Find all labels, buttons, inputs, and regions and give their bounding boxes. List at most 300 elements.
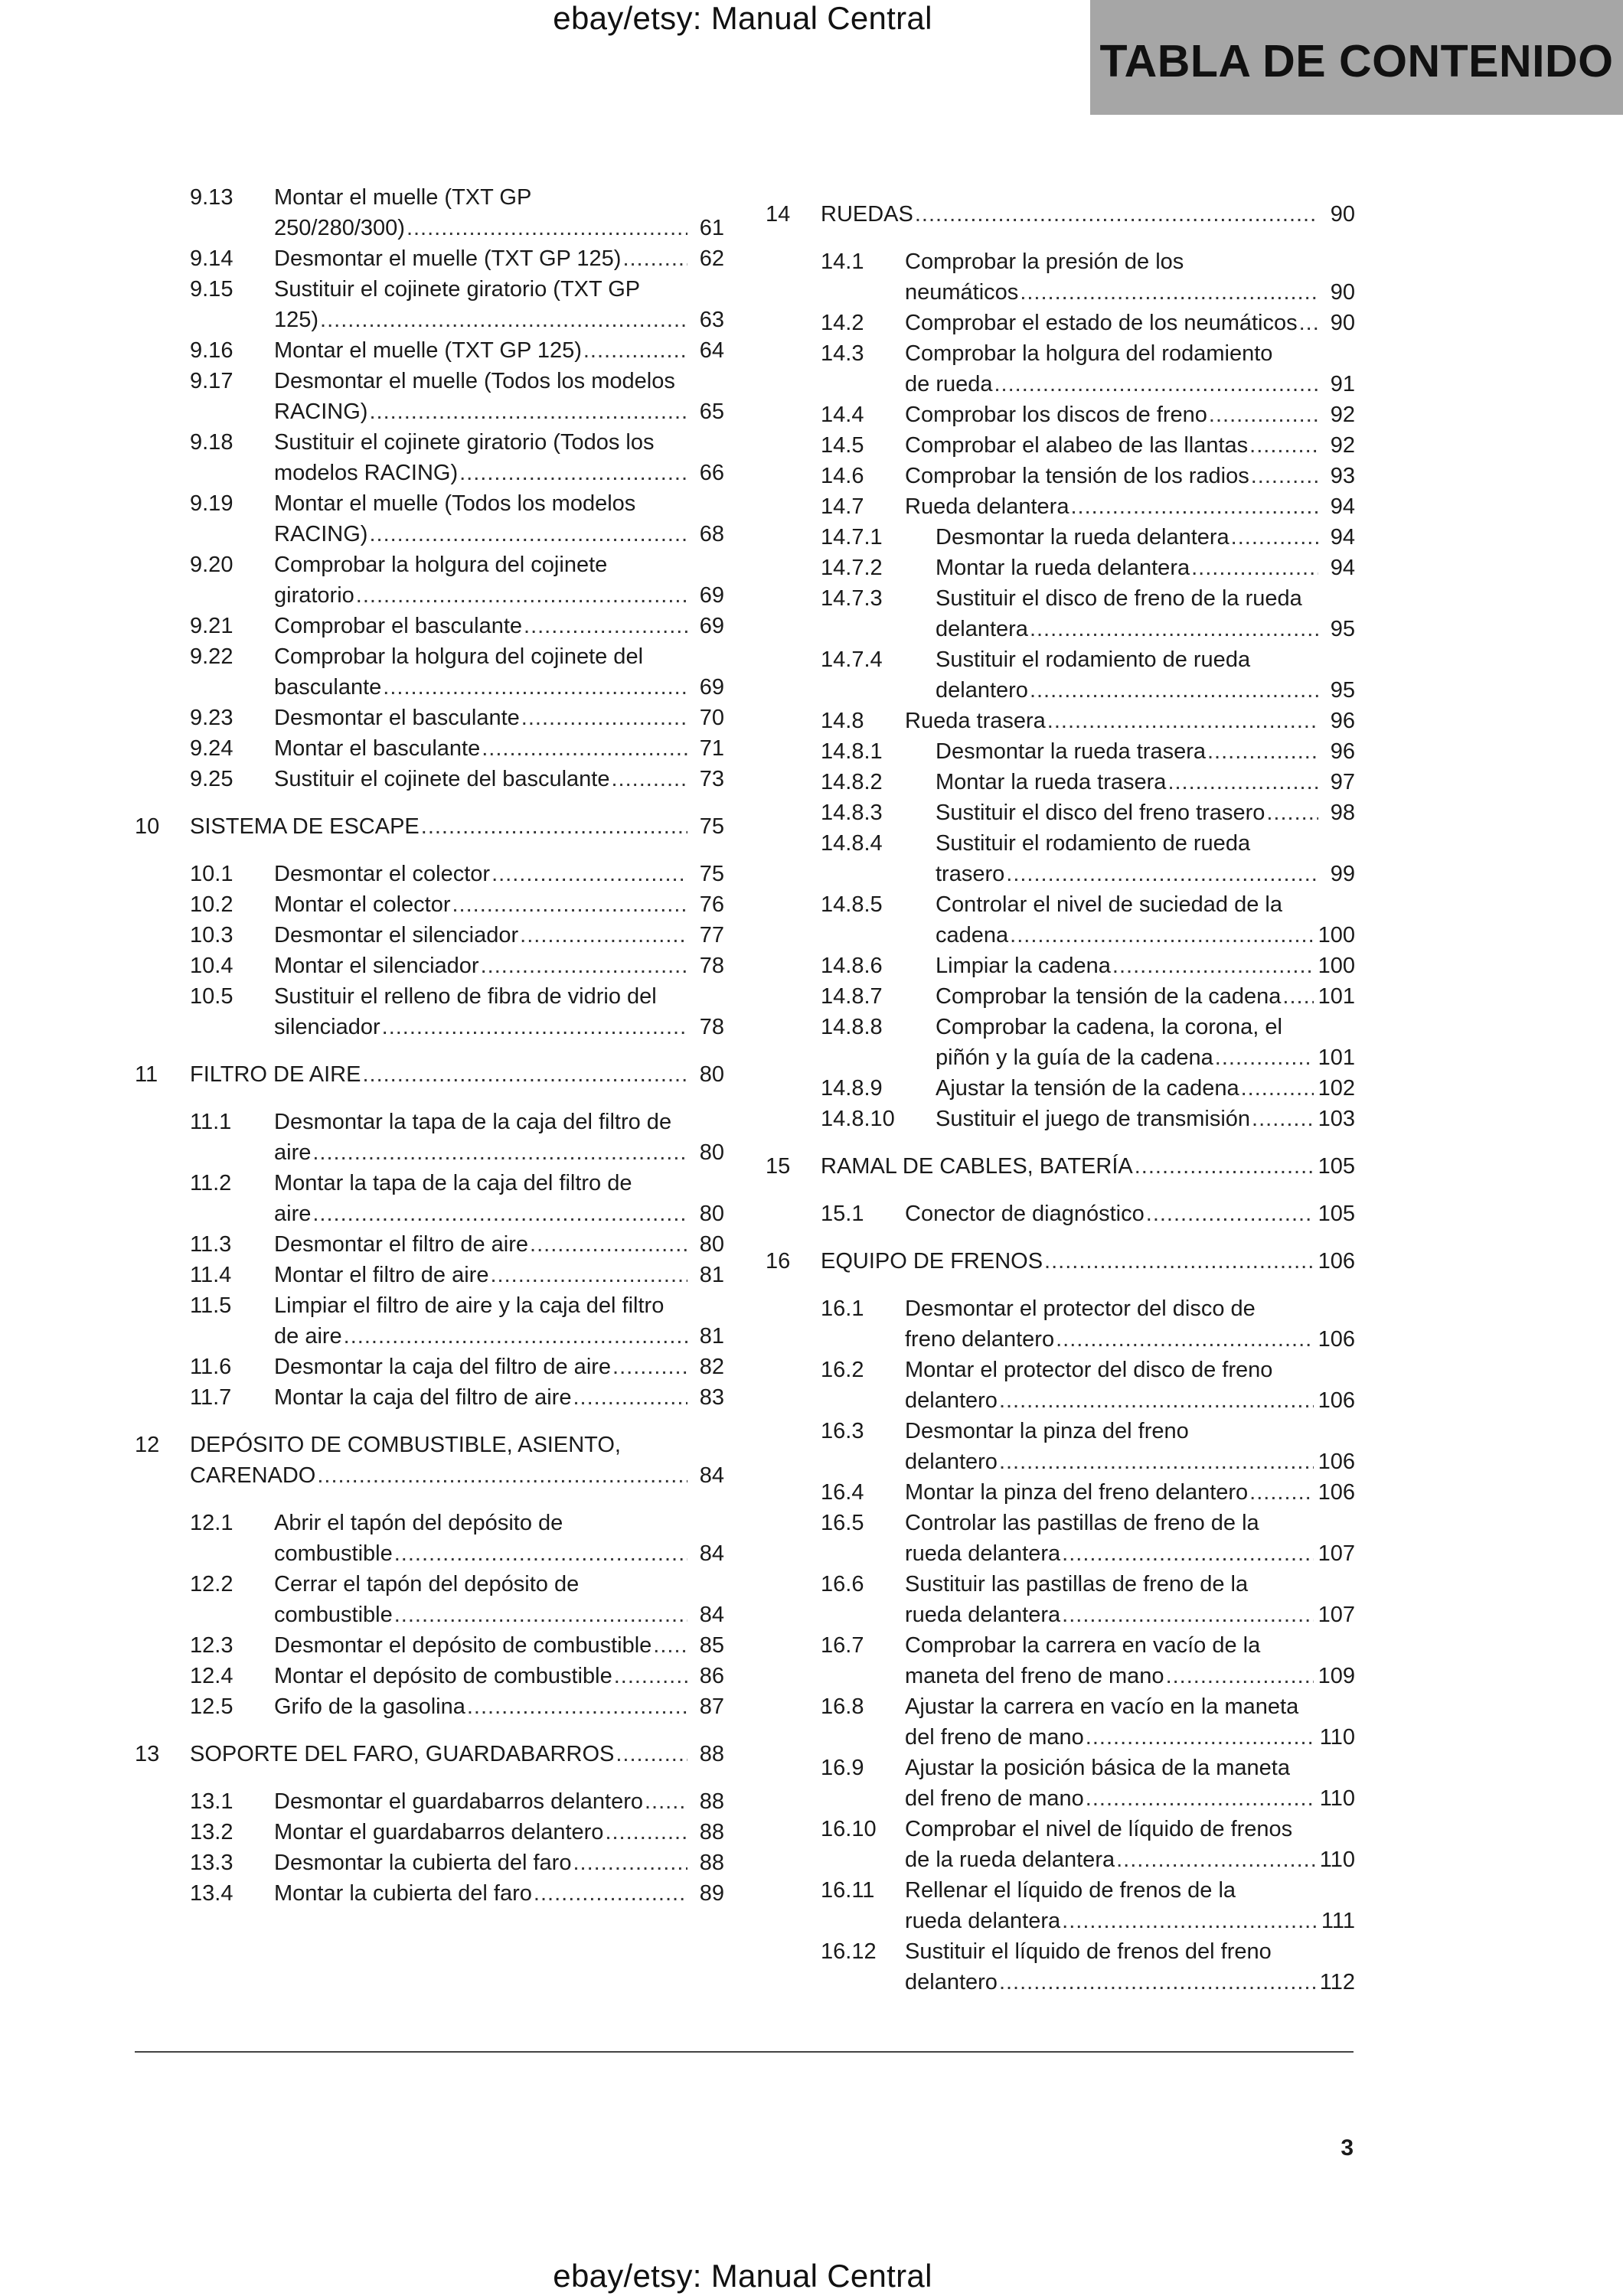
toc-entry-title <box>905 308 1355 338</box>
toc-entry[interactable] <box>135 1168 724 1229</box>
toc-entry-title <box>274 1691 724 1722</box>
toc-entry[interactable] <box>135 611 724 641</box>
toc-entry-title-line1: Sustituir las pastillas de freno de la <box>905 1572 1249 1596</box>
toc-entry-title-line1: Controlar el nivel de suciedad de la <box>936 892 1282 917</box>
toc-entry-title-text: delantero <box>905 1388 998 1413</box>
toc-entry-title-line1: Sustituir el relleno de fibra de vidrio del <box>274 984 657 1009</box>
toc-entry[interactable] <box>135 274 724 335</box>
toc-entry[interactable] <box>766 1936 1355 1998</box>
toc-entry-leader-line <box>274 1382 724 1413</box>
toc-entry-number: 16.2 <box>821 1358 864 1382</box>
dot-leader <box>1167 767 1318 797</box>
toc-entry-title-text: aire <box>274 1140 312 1165</box>
toc-entry[interactable] <box>766 1508 1355 1569</box>
toc-entry[interactable] <box>135 733 724 764</box>
toc-entry-title <box>274 920 724 951</box>
toc-page-number: 101 <box>1318 1045 1355 1070</box>
toc-entry-leader-line <box>821 1246 1355 1277</box>
dot-leader <box>915 199 1318 230</box>
toc-entry-title-text: Desmontar el basculante <box>274 706 520 730</box>
toc-entry[interactable] <box>766 1012 1355 1073</box>
toc-entry-number: 9.19 <box>190 491 233 516</box>
toc-entry[interactable] <box>766 644 1355 706</box>
toc-entry[interactable] <box>766 400 1355 430</box>
toc-entry-title-line1: Comprobar la holgura del rodamiento <box>905 341 1273 366</box>
toc-entry[interactable] <box>135 641 724 703</box>
toc-entry-leader-line <box>936 614 1355 644</box>
toc-entry-number: 16.8 <box>821 1694 864 1719</box>
toc-entry[interactable] <box>135 1229 724 1260</box>
toc-entry-leader-line <box>190 1059 724 1090</box>
toc-entry-title <box>905 491 1355 522</box>
toc-entry-leader-line <box>274 519 724 550</box>
dot-leader <box>605 1817 687 1848</box>
toc-entry[interactable] <box>135 703 724 733</box>
toc-entry-title <box>936 1012 1355 1073</box>
toc-entry-title <box>190 1739 724 1769</box>
toc-page-number: 90 <box>1330 202 1355 227</box>
toc-entry-title-text: del freno de mano <box>905 1786 1084 1811</box>
toc-entry-leader-line <box>821 199 1355 230</box>
toc-entry-leader-line <box>905 277 1355 308</box>
toc-entry-title-line1: Ajustar la posición básica de la maneta <box>905 1756 1290 1780</box>
toc-entry-number: 9.14 <box>190 246 233 271</box>
toc-entry[interactable] <box>766 889 1355 951</box>
toc-chapter[interactable] <box>135 811 724 842</box>
toc-entry-title <box>274 1786 724 1817</box>
toc-entry-number: 16.1 <box>821 1296 864 1321</box>
toc-chapter[interactable] <box>766 1151 1355 1182</box>
toc-entry-leader-line <box>274 1260 724 1290</box>
toc-entry-leader-line <box>274 951 724 981</box>
toc-page-number: 87 <box>699 1694 724 1719</box>
toc-entry-number: 9.18 <box>190 430 233 455</box>
toc-page-number: 94 <box>1330 494 1355 519</box>
toc-entry-leader-line <box>274 733 724 764</box>
toc-page-number: 78 <box>699 954 724 978</box>
toc-entry-title-line1: DEPÓSITO DE COMBUSTIBLE, ASIENTO, <box>190 1433 621 1457</box>
toc-entry-title-text: Rueda trasera <box>905 709 1046 733</box>
toc-entry-number: 11.4 <box>190 1263 232 1287</box>
toc-entry-number: 11.3 <box>190 1232 232 1257</box>
dot-leader <box>1249 430 1318 461</box>
toc-entry-number: 14.8.7 <box>821 984 883 1009</box>
toc-entry-leader-line <box>905 706 1355 736</box>
toc-entry[interactable] <box>766 246 1355 308</box>
toc-page-number: 70 <box>699 706 724 730</box>
toc-entry-leader-line <box>936 736 1355 767</box>
toc-entry-leader-line <box>274 1538 724 1569</box>
toc-entry-title <box>905 1355 1355 1416</box>
toc-entry-leader-line <box>274 1661 724 1691</box>
toc-entry-leader-line <box>274 305 724 335</box>
toc-entry-title-line1: Sustituir el cojinete giratorio (Todos los <box>274 430 655 455</box>
toc-entry[interactable] <box>766 1104 1355 1134</box>
toc-entry-title <box>936 736 1355 767</box>
dot-leader <box>312 1137 687 1168</box>
toc-entry-number: 9.21 <box>190 614 233 638</box>
toc-page-number: 69 <box>699 583 724 608</box>
toc-page-number: 81 <box>699 1263 724 1287</box>
dot-leader <box>530 1229 687 1260</box>
toc-entry-title-text: EQUIPO DE FRENOS <box>821 1249 1043 1274</box>
toc-entry[interactable] <box>135 1848 724 1878</box>
toc-entry[interactable] <box>766 951 1355 981</box>
toc-page-number: 64 <box>699 338 724 363</box>
toc-entry-number: 14.8 <box>821 709 864 733</box>
dot-leader <box>999 1967 1315 1998</box>
toc-page-number: 76 <box>699 892 724 917</box>
toc-entry[interactable] <box>766 1569 1355 1630</box>
toc-entry-title-text: Montar el basculante <box>274 736 481 761</box>
toc-page-number: 102 <box>1318 1076 1355 1101</box>
toc-entry-number: 16.11 <box>821 1878 875 1903</box>
watermark-bottom: ebay/etsy: Manual Central <box>553 2258 932 2294</box>
toc-page-number: 92 <box>1330 433 1355 458</box>
toc-page-number: 100 <box>1318 923 1355 947</box>
toc-entry[interactable] <box>135 1260 724 1290</box>
toc-entry-title <box>905 706 1355 736</box>
dot-leader <box>407 213 687 243</box>
toc-entry-title <box>821 199 1355 230</box>
dot-leader <box>534 1878 687 1909</box>
toc-entry-leader-line <box>274 243 724 274</box>
toc-entry-leader-line <box>274 1199 724 1229</box>
toc-entry[interactable] <box>135 1878 724 1909</box>
toc-entry-title-text: Montar la pinza del freno delantero <box>905 1480 1249 1505</box>
toc-entry-number: 9.17 <box>190 369 233 393</box>
dot-leader <box>421 811 687 842</box>
toc-entry[interactable] <box>135 1107 724 1168</box>
toc-column-right <box>766 182 1355 1998</box>
toc-chapter[interactable] <box>135 1059 724 1090</box>
toc-entry-number: 14.8.9 <box>821 1076 883 1101</box>
toc-entry-title-text: cadena <box>936 923 1009 947</box>
toc-entry-number: 14.5 <box>821 433 864 458</box>
toc-entry-number: 11.6 <box>190 1355 232 1379</box>
toc-entry[interactable] <box>135 1508 724 1569</box>
toc-entry-title <box>274 733 724 764</box>
toc-entry-number: 12.1 <box>190 1511 233 1535</box>
toc-entry-title <box>936 1073 1355 1104</box>
toc-entry-leader-line <box>274 611 724 641</box>
toc-entry-number: 14.7.3 <box>821 586 883 611</box>
toc-entry[interactable] <box>766 1814 1355 1875</box>
dot-leader <box>1062 1538 1313 1569</box>
toc-entry[interactable] <box>135 859 724 889</box>
toc-entry-title <box>905 1569 1355 1630</box>
toc-entry-number: 12.4 <box>190 1664 233 1688</box>
toc-entry-title-text: Sustituir el disco del freno trasero <box>936 801 1265 825</box>
toc-entry-number: 13.2 <box>190 1820 233 1844</box>
dot-leader <box>459 458 687 488</box>
toc-entry[interactable] <box>766 553 1355 583</box>
toc-entry-title <box>936 889 1355 951</box>
toc-entry-leader-line <box>905 1538 1355 1569</box>
toc-page-number: 109 <box>1318 1664 1355 1688</box>
toc-page-number: 80 <box>699 1232 724 1257</box>
dot-leader <box>1010 920 1313 951</box>
toc-entry-title <box>274 764 724 794</box>
toc-entry[interactable] <box>135 1352 724 1382</box>
toc-entry[interactable] <box>135 1290 724 1352</box>
toc-entry-title-text: Montar el colector <box>274 892 451 917</box>
toc-entry-leader-line <box>936 859 1355 889</box>
toc-entry-title-text: SISTEMA DE ESCAPE <box>190 814 420 839</box>
dot-leader <box>1086 1783 1315 1814</box>
toc-entry-number: 9.13 <box>190 185 233 210</box>
dot-leader <box>524 611 687 641</box>
toc-entry-leader-line <box>905 1967 1355 1998</box>
toc-entry-title-text: rueda delantera <box>905 1541 1061 1566</box>
toc-entry[interactable] <box>135 1786 724 1817</box>
toc-entry-number: 14.2 <box>821 311 864 335</box>
toc-entry[interactable] <box>766 981 1355 1012</box>
toc-page-number: 90 <box>1330 311 1355 335</box>
toc-entry-title-text: silenciador <box>274 1015 380 1039</box>
toc-entry[interactable] <box>766 1753 1355 1814</box>
toc-page-number: 84 <box>699 1603 724 1627</box>
toc-entry-leader-line <box>274 1630 724 1661</box>
toc-entry[interactable] <box>766 706 1355 736</box>
page-number: 3 <box>1341 2135 1354 2161</box>
toc-entry[interactable] <box>766 1199 1355 1229</box>
toc-entry-leader-line <box>936 920 1355 951</box>
toc-page-number: 73 <box>699 767 724 791</box>
toc-entry-title-text: Comprobar los discos de freno <box>905 403 1207 427</box>
toc-entry[interactable] <box>135 335 724 366</box>
toc-entry-title <box>274 1661 724 1691</box>
toc-entry[interactable] <box>766 797 1355 828</box>
toc-entry-leader-line <box>905 1199 1355 1229</box>
toc-entry[interactable] <box>135 889 724 920</box>
dot-leader <box>614 1661 687 1691</box>
toc-entry-title-text: combustible <box>274 1603 393 1627</box>
toc-entry[interactable] <box>766 1416 1355 1477</box>
toc-entry-title <box>274 641 724 703</box>
toc-entry-title <box>274 611 724 641</box>
toc-entry-title-text: giratorio <box>274 583 354 608</box>
toc-page-number: 66 <box>699 461 724 485</box>
toc-page-number: 106 <box>1318 1450 1355 1474</box>
toc-entry[interactable] <box>766 338 1355 400</box>
toc-entry[interactable] <box>135 920 724 951</box>
toc-entry[interactable] <box>766 1630 1355 1691</box>
dot-leader <box>1062 1906 1317 1936</box>
toc-entry-title-line1: Cerrar el tapón del depósito de <box>274 1572 580 1596</box>
dot-leader <box>999 1385 1314 1416</box>
dot-leader <box>482 733 687 764</box>
toc-page-number: 97 <box>1330 770 1355 794</box>
toc-entry-number: 14.8.5 <box>821 892 883 917</box>
toc-entry-number: 9.25 <box>190 767 233 791</box>
toc-entry-leader-line <box>936 1042 1355 1073</box>
toc-entry[interactable] <box>135 427 724 488</box>
toc-entry-leader-line <box>274 1878 724 1909</box>
toc-entry[interactable] <box>766 308 1355 338</box>
toc-entry-leader-line <box>905 1722 1355 1753</box>
toc-entry-number: 13.4 <box>190 1881 233 1906</box>
toc-entry-title-line1: Desmontar la tapa de la caja del filtro de <box>274 1110 672 1134</box>
toc-entry-leader-line <box>274 889 724 920</box>
toc-page-number: 106 <box>1318 1327 1355 1352</box>
toc-entry[interactable] <box>135 1817 724 1848</box>
toc-entry-leader-line <box>936 1073 1355 1104</box>
toc-entry-leader-line <box>274 1848 724 1878</box>
toc-entry-title-text: Desmontar el filtro de aire <box>274 1232 529 1257</box>
toc-entry-leader-line <box>905 1783 1355 1814</box>
toc-chapter[interactable] <box>766 199 1355 230</box>
toc-entry-title <box>905 1508 1355 1569</box>
dot-leader <box>520 920 687 951</box>
toc-entry-leader-line <box>274 335 724 366</box>
dot-leader <box>521 703 687 733</box>
toc-entry-title-text: Montar el filtro de aire <box>274 1263 489 1287</box>
toc-entry[interactable] <box>135 1630 724 1661</box>
toc-entry-title <box>936 583 1355 644</box>
toc-entry-leader-line <box>905 1661 1355 1691</box>
toc-entry-number: 10.1 <box>190 862 233 886</box>
toc-entry-leader-line <box>274 1012 724 1042</box>
toc-entry-title <box>274 243 724 274</box>
toc-entry[interactable] <box>135 1382 724 1413</box>
toc-entry-title-text: Comprobar la tensión de los radios <box>905 464 1249 488</box>
toc-entry[interactable] <box>135 981 724 1042</box>
dot-leader <box>1047 706 1318 736</box>
toc-entry-leader-line <box>936 553 1355 583</box>
toc-entry[interactable] <box>135 764 724 794</box>
dot-leader <box>1231 522 1318 553</box>
toc-page-number: 80 <box>699 1140 724 1165</box>
toc-entry-title-text: combustible <box>274 1541 393 1566</box>
toc-entry-number: 9.15 <box>190 277 233 302</box>
toc-entry[interactable] <box>135 366 724 427</box>
toc-entry-leader-line <box>936 675 1355 706</box>
toc-entry-title-text: CARENADO <box>190 1463 316 1488</box>
toc-entry[interactable] <box>135 1569 724 1630</box>
toc-page-number: 112 <box>1319 1970 1355 1994</box>
toc-entry-title <box>274 889 724 920</box>
toc-page-number: 107 <box>1318 1603 1355 1627</box>
toc-entry-leader-line <box>936 797 1355 828</box>
toc-entry-title <box>905 400 1355 430</box>
toc-entry[interactable] <box>135 243 724 274</box>
toc-entry[interactable] <box>135 1691 724 1722</box>
toc-chapter[interactable] <box>766 1246 1355 1277</box>
toc-entry-leader-line <box>274 859 724 889</box>
toc-entry-title-text: RUEDAS <box>821 202 913 227</box>
toc-entry-number: 11.2 <box>190 1171 232 1195</box>
toc-entry-title-line1: Montar el protector del disco de freno <box>905 1358 1273 1382</box>
toc-entry-title <box>274 1352 724 1382</box>
dot-leader <box>1006 859 1318 889</box>
toc-entry[interactable] <box>766 1355 1355 1416</box>
toc-entry-number: 10.4 <box>190 954 233 978</box>
toc-page-number: 61 <box>699 216 724 240</box>
toc-entry[interactable] <box>766 461 1355 491</box>
toc-entry[interactable] <box>766 767 1355 797</box>
toc-page-number: 106 <box>1318 1249 1355 1274</box>
toc-page-number: 94 <box>1330 556 1355 580</box>
toc-entry-title-line1: Desmontar el protector del disco de <box>905 1296 1256 1321</box>
toc-entry-title <box>274 1817 724 1848</box>
dot-leader <box>622 243 687 274</box>
toc-chapter[interactable] <box>135 1739 724 1769</box>
dot-leader <box>645 1786 687 1817</box>
toc-entry-title-text: del freno de mano <box>905 1725 1084 1750</box>
toc-page-number: 80 <box>699 1062 724 1087</box>
toc-entry-title-line1: Comprobar la carrera en vacío de la <box>905 1633 1261 1658</box>
toc-entry-title-text: piñón y la guía de la cadena <box>936 1045 1213 1070</box>
toc-entry[interactable] <box>766 1293 1355 1355</box>
dot-leader <box>1030 614 1318 644</box>
toc-page-number: 94 <box>1330 525 1355 550</box>
toc-entry[interactable] <box>135 182 724 243</box>
toc-entry-number: 14.8.2 <box>821 770 883 794</box>
toc-entry[interactable] <box>766 430 1355 461</box>
toc-entry-leader-line <box>905 491 1355 522</box>
dot-leader <box>467 1691 687 1722</box>
toc-entry[interactable] <box>766 491 1355 522</box>
toc-entry-leader-line <box>274 1352 724 1382</box>
toc-entry-number: 14.6 <box>821 464 864 488</box>
toc-entry[interactable] <box>135 951 724 981</box>
toc-page-number: 71 <box>699 736 724 761</box>
toc-entry-title-text: de aire <box>274 1324 342 1349</box>
toc-entry[interactable] <box>135 488 724 550</box>
toc-entry-title-line1: Montar el muelle (Todos los modelos <box>274 491 636 516</box>
toc-entry[interactable] <box>766 522 1355 553</box>
toc-entry-number: 14.1 <box>821 249 864 274</box>
toc-entry-leader-line <box>274 396 724 427</box>
toc-entry-title-text: 125) <box>274 308 319 332</box>
toc-page-number: 80 <box>699 1202 724 1226</box>
toc-chapter[interactable] <box>135 1430 724 1491</box>
toc-entry[interactable] <box>766 1691 1355 1753</box>
toc-entry-leader-line <box>274 1691 724 1722</box>
dot-leader <box>1030 675 1318 706</box>
toc-entry[interactable] <box>135 1661 724 1691</box>
toc-entry[interactable] <box>766 736 1355 767</box>
toc-entry[interactable] <box>766 1477 1355 1508</box>
toc-entry[interactable] <box>766 1875 1355 1936</box>
dot-leader <box>491 859 687 889</box>
toc-entry-title <box>274 274 724 335</box>
toc-entry[interactable] <box>766 583 1355 644</box>
dot-leader <box>1249 1477 1313 1508</box>
toc-page-number: 95 <box>1330 617 1355 641</box>
toc-entry-title-line1: Desmontar el muelle (Todos los modelos <box>274 369 675 393</box>
toc-entry-leader-line <box>905 1324 1355 1355</box>
toc-page-number: 83 <box>699 1385 724 1410</box>
toc-entry-leader-line <box>905 308 1355 338</box>
toc-entry-number: 14.7.2 <box>821 556 883 580</box>
toc-entry-leader-line <box>936 767 1355 797</box>
toc-entry-number: 11.1 <box>190 1110 232 1134</box>
toc-entry-title-line1: Sustituir el rodamiento de rueda <box>936 647 1251 672</box>
toc-entry-title <box>274 1848 724 1878</box>
toc-entry-number: 13.3 <box>190 1851 233 1875</box>
toc-entry[interactable] <box>766 1073 1355 1104</box>
toc-entry-title <box>274 1569 724 1630</box>
toc-entry-title-text: trasero <box>936 862 1005 886</box>
toc-entry-title <box>905 1875 1355 1936</box>
toc-entry-title-line1: Comprobar la holgura del cojinete <box>274 553 608 577</box>
toc-entry[interactable] <box>135 550 724 611</box>
toc-entry[interactable] <box>766 828 1355 889</box>
toc-entry-title-line1: Comprobar el nivel de líquido de frenos <box>905 1817 1293 1841</box>
toc-entry-title-text: RACING) <box>274 400 368 424</box>
